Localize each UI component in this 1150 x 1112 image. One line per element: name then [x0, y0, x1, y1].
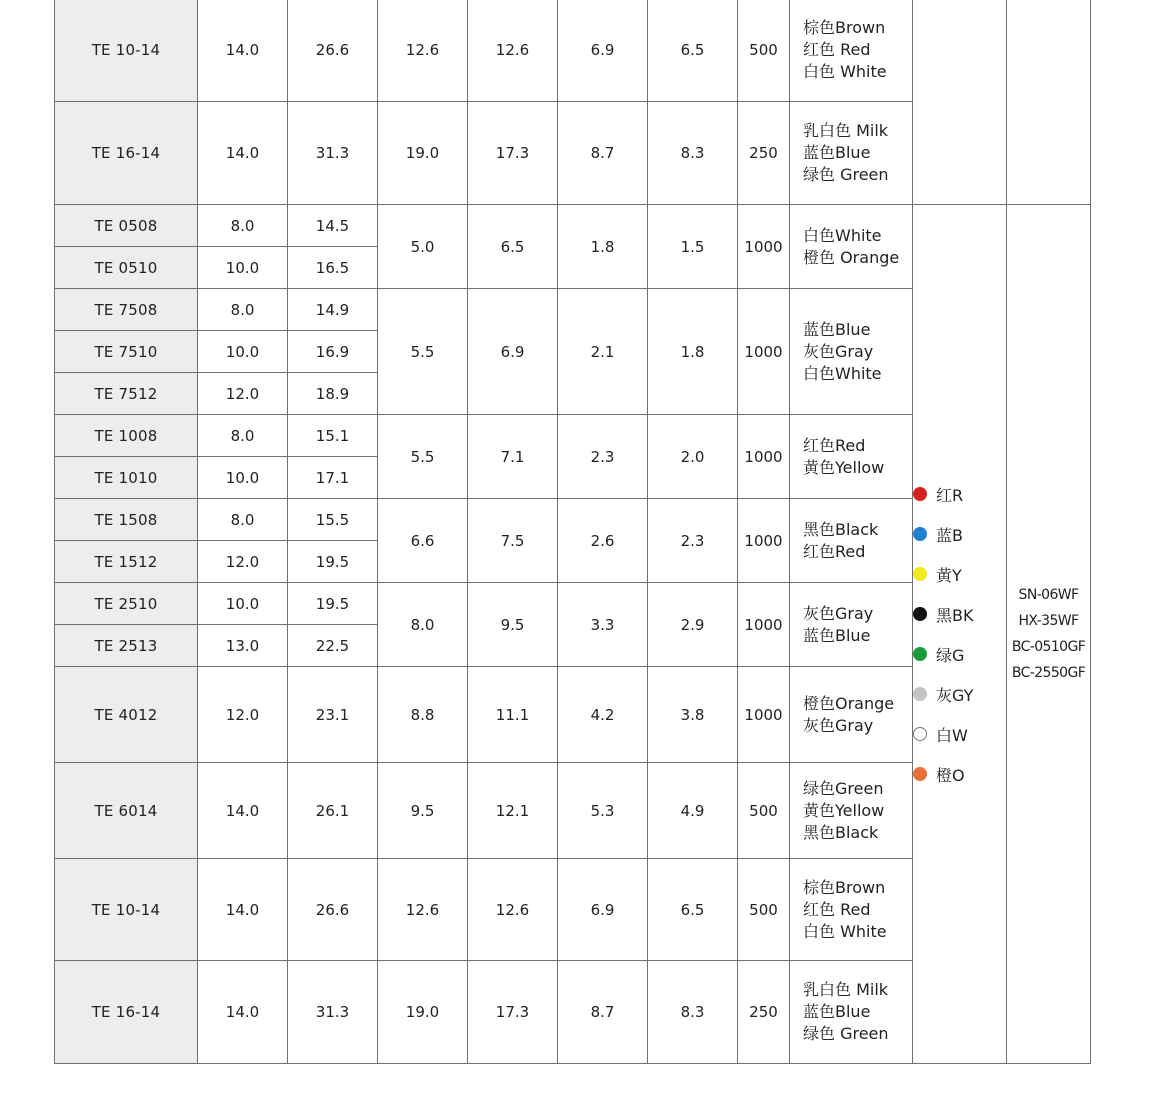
value-cell: 2.0 — [648, 415, 738, 499]
quantity-cell: 1000 — [738, 667, 790, 763]
empty-cell — [1007, 0, 1091, 205]
value-cell: 1.5 — [648, 205, 738, 289]
color-name: 白色White — [803, 225, 882, 245]
value-cell: 5.0 — [378, 205, 468, 289]
color-swatch-icon — [913, 567, 927, 581]
color-name: 乳白色 Milk — [803, 980, 889, 999]
value-cell: 12.6 — [468, 859, 558, 961]
legend-item — [913, 634, 1006, 674]
value-cell: 6.5 — [648, 859, 738, 961]
tool-model: HX-35WF — [1018, 613, 1079, 629]
color-names-cell — [790, 583, 913, 667]
value-cell: 19.0 — [378, 102, 468, 205]
value-cell: 14.9 — [288, 289, 378, 331]
color-name: 红色 Red — [803, 899, 871, 919]
color-name: 黑色Black — [803, 822, 879, 842]
value-cell: 26.6 — [288, 0, 378, 102]
tool-model: SN-06WF — [1018, 587, 1079, 603]
value-cell: 31.3 — [288, 102, 378, 205]
color-name: 红色Red — [803, 435, 866, 455]
value-cell: 8.3 — [648, 102, 738, 205]
value-cell: 12.6 — [378, 0, 468, 102]
model-cell: TE 10-14 — [55, 0, 198, 102]
color-name: 橙色Orange — [803, 693, 895, 713]
value-cell: 16.5 — [288, 247, 378, 289]
model-cell: TE 16-14 — [55, 961, 198, 1064]
color-name: 棕色Brown — [803, 18, 886, 37]
legend-item — [913, 474, 1006, 514]
value-cell: 10.0 — [198, 583, 288, 625]
color-swatch-icon — [913, 527, 927, 541]
spec-table — [54, 0, 1091, 1064]
quantity-cell: 250 — [738, 961, 790, 1064]
legend-item — [913, 554, 1006, 594]
model-cell: TE 7508 — [55, 289, 198, 331]
color-name: 红色 Red — [803, 40, 871, 59]
quantity-cell: 1000 — [738, 415, 790, 499]
value-cell: 8.0 — [198, 205, 288, 247]
value-cell: 19.0 — [378, 961, 468, 1064]
color-name: 蓝色Blue — [803, 1002, 871, 1021]
value-cell: 9.5 — [468, 583, 558, 667]
legend-item — [913, 674, 1006, 714]
color-names-cell — [790, 859, 913, 961]
legend-label: 蓝B — [936, 525, 963, 545]
model-cell: TE 7510 — [55, 331, 198, 373]
color-names-cell — [790, 289, 913, 415]
value-cell: 5.5 — [378, 289, 468, 415]
value-cell: 8.0 — [198, 415, 288, 457]
legend-item — [913, 514, 1006, 554]
quantity-cell: 1000 — [738, 583, 790, 667]
value-cell: 4.2 — [558, 667, 648, 763]
model-cell: TE 6014 — [55, 763, 198, 859]
color-swatch-icon — [913, 607, 927, 621]
quantity-cell: 250 — [738, 102, 790, 205]
value-cell: 14.0 — [198, 763, 288, 859]
tool-models — [1007, 205, 1091, 1064]
value-cell: 2.6 — [558, 499, 648, 583]
legend-label: 绿G — [936, 645, 965, 665]
color-name: 灰色Gray — [803, 715, 874, 735]
value-cell: 16.9 — [288, 331, 378, 373]
value-cell: 23.1 — [288, 667, 378, 763]
value-cell: 6.9 — [558, 859, 648, 961]
value-cell: 26.6 — [288, 859, 378, 961]
value-cell: 7.5 — [468, 499, 558, 583]
value-cell: 2.9 — [648, 583, 738, 667]
empty-cell — [913, 0, 1007, 205]
value-cell: 8.3 — [648, 961, 738, 1064]
model-cell: TE 1008 — [55, 415, 198, 457]
value-cell: 6.5 — [648, 0, 738, 102]
value-cell: 17.1 — [288, 457, 378, 499]
value-cell: 5.5 — [378, 415, 468, 499]
legend-label: 橙O — [936, 765, 965, 785]
value-cell: 8.0 — [198, 289, 288, 331]
value-cell: 6.6 — [378, 499, 468, 583]
value-cell: 6.9 — [558, 0, 648, 102]
color-name: 白色White — [803, 363, 882, 383]
color-names-cell — [790, 667, 913, 763]
value-cell: 15.1 — [288, 415, 378, 457]
color-name: 蓝色Blue — [803, 319, 871, 339]
value-cell: 3.3 — [558, 583, 648, 667]
value-cell: 14.5 — [288, 205, 378, 247]
value-cell: 17.3 — [468, 102, 558, 205]
legend-item — [913, 754, 1006, 794]
value-cell: 3.8 — [648, 667, 738, 763]
color-name: 橙色 Orange — [803, 247, 900, 267]
color-name: 绿色Green — [803, 778, 884, 798]
model-cell: TE 16-14 — [55, 102, 198, 205]
value-cell: 4.9 — [648, 763, 738, 859]
color-name: 黑色Black — [803, 519, 879, 539]
value-cell: 22.5 — [288, 625, 378, 667]
color-names-cell — [790, 499, 913, 583]
color-names-cell — [790, 205, 913, 289]
value-cell: 8.0 — [198, 499, 288, 541]
quantity-cell: 1000 — [738, 205, 790, 289]
quantity-cell: 500 — [738, 763, 790, 859]
value-cell: 13.0 — [198, 625, 288, 667]
value-cell: 2.3 — [558, 415, 648, 499]
color-names-cell — [790, 961, 913, 1064]
legend-item — [913, 594, 1006, 634]
value-cell: 11.1 — [468, 667, 558, 763]
value-cell: 12.1 — [468, 763, 558, 859]
color-name: 白色 White — [803, 62, 887, 81]
value-cell: 9.5 — [378, 763, 468, 859]
value-cell: 17.3 — [468, 961, 558, 1064]
tool-model: BC-0510GF — [1011, 639, 1086, 655]
value-cell: 12.0 — [198, 541, 288, 583]
legend-label: 白W — [936, 725, 968, 745]
model-cell: TE 0510 — [55, 247, 198, 289]
value-cell: 31.3 — [288, 961, 378, 1064]
color-swatch-icon — [913, 487, 927, 501]
value-cell: 12.0 — [198, 373, 288, 415]
color-name: 黄色Yellow — [803, 457, 885, 477]
model-cell: TE 10-14 — [55, 859, 198, 961]
value-cell: 8.7 — [558, 961, 648, 1064]
color-names-cell — [790, 102, 913, 205]
color-swatch-icon — [913, 647, 927, 661]
value-cell: 19.5 — [288, 583, 378, 625]
color-swatch-icon — [913, 727, 927, 741]
model-cell: TE 1512 — [55, 541, 198, 583]
value-cell: 14.0 — [198, 102, 288, 205]
legend-label: 灰GY — [936, 685, 974, 705]
value-cell: 12.0 — [198, 667, 288, 763]
color-name: 灰色Gray — [803, 603, 874, 623]
legend-label: 红R — [936, 485, 964, 505]
color-legend — [913, 205, 1007, 1064]
model-cell: TE 7512 — [55, 373, 198, 415]
value-cell: 14.0 — [198, 961, 288, 1064]
value-cell: 8.8 — [378, 667, 468, 763]
model-cell: TE 1508 — [55, 499, 198, 541]
quantity-cell: 1000 — [738, 289, 790, 415]
value-cell: 15.5 — [288, 499, 378, 541]
table-row — [55, 0, 1091, 102]
value-cell: 7.1 — [468, 415, 558, 499]
value-cell: 6.9 — [468, 289, 558, 415]
color-name: 蓝色Blue — [803, 143, 871, 162]
color-name: 棕色Brown — [803, 877, 886, 897]
value-cell: 10.0 — [198, 331, 288, 373]
model-cell: TE 4012 — [55, 667, 198, 763]
value-cell: 10.0 — [198, 247, 288, 289]
model-cell: TE 1010 — [55, 457, 198, 499]
legend-label: 黑BK — [936, 605, 974, 625]
value-cell: 14.0 — [198, 859, 288, 961]
value-cell: 12.6 — [468, 0, 558, 102]
quantity-cell: 1000 — [738, 499, 790, 583]
color-name: 黄色Yellow — [803, 800, 885, 820]
color-names-cell — [790, 763, 913, 859]
color-name: 灰色Gray — [803, 341, 874, 361]
color-names-cell — [790, 415, 913, 499]
value-cell: 2.1 — [558, 289, 648, 415]
value-cell: 8.7 — [558, 102, 648, 205]
color-name: 绿色 Green — [803, 1024, 889, 1043]
value-cell: 14.0 — [198, 0, 288, 102]
color-swatch-icon — [913, 767, 927, 781]
legend-label: 黄Y — [936, 565, 962, 585]
value-cell: 1.8 — [558, 205, 648, 289]
legend-item — [913, 714, 1006, 754]
value-cell: 26.1 — [288, 763, 378, 859]
color-name: 蓝色Blue — [803, 625, 871, 645]
color-name: 红色Red — [803, 541, 866, 561]
value-cell: 2.3 — [648, 499, 738, 583]
color-name: 乳白色 Milk — [803, 121, 889, 140]
model-cell: TE 2513 — [55, 625, 198, 667]
value-cell: 12.6 — [378, 859, 468, 961]
color-name: 白色 White — [803, 921, 887, 941]
value-cell: 8.0 — [378, 583, 468, 667]
table-body — [55, 0, 1091, 1064]
value-cell: 1.8 — [648, 289, 738, 415]
value-cell: 18.9 — [288, 373, 378, 415]
model-cell: TE 0508 — [55, 205, 198, 247]
model-cell: TE 2510 — [55, 583, 198, 625]
quantity-cell: 500 — [738, 859, 790, 961]
value-cell: 10.0 — [198, 457, 288, 499]
color-names-cell — [790, 0, 913, 102]
value-cell: 6.5 — [468, 205, 558, 289]
table-row — [55, 205, 1091, 247]
color-name: 绿色 Green — [803, 165, 889, 184]
tool-model: BC-2550GF — [1011, 665, 1086, 681]
value-cell: 5.3 — [558, 763, 648, 859]
quantity-cell: 500 — [738, 0, 790, 102]
color-swatch-icon — [913, 687, 927, 701]
value-cell: 19.5 — [288, 541, 378, 583]
